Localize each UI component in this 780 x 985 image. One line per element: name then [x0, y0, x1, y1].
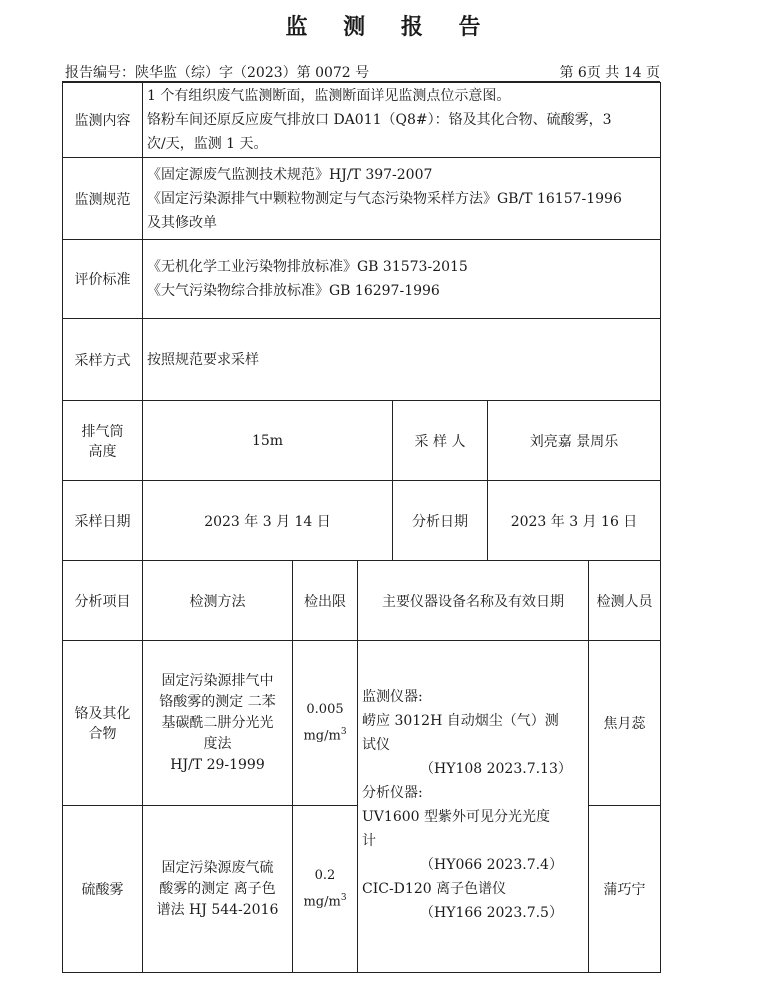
label-content: 监测内容 [63, 83, 143, 158]
analysis-method [143, 641, 293, 806]
content-line: 铬粉车间还原反应废气排放口 DA011（Q8#）：铬及其化合物、硫酸雾，3 [147, 112, 612, 128]
spec-line: 及其修改单 [147, 214, 217, 231]
instrument-line: 监测仪器: [362, 689, 423, 705]
limit-unit-text: mg/m [303, 894, 341, 910]
spec-line: 《固定污染源排气中颗粒物测定与气态污染物采样方法》GB/T 16157-1996 [147, 190, 622, 207]
instrument-line: UV1600 型紫外可见分光光度 [362, 809, 550, 825]
instrument-line: （HY166 2023.7.5） [420, 905, 563, 921]
header-person: 检测人员 [589, 561, 661, 641]
row-sampling-method [63, 319, 661, 401]
method-line: 固定污染源废气硫 [161, 859, 274, 876]
standard-line: 《大气污染物综合排放标准》GB 16297-1996 [147, 283, 440, 299]
instrument-line: （HY108 2023.7.13） [420, 761, 572, 777]
analysis-item [63, 641, 143, 806]
content-line: 次/天，监测 1 天。 [147, 136, 268, 152]
detection-limit [293, 641, 358, 806]
analyst: 焦月蕊 [589, 641, 661, 806]
analyst: 蒲巧宁 [589, 806, 661, 973]
method-line: 固定污染源排气中 [161, 672, 274, 689]
instrument-line: 崂应 3012H 自动烟尘（气）测 [362, 713, 559, 729]
method-line: 度法 [203, 735, 232, 752]
limit-unit: $mg/m^3$ [303, 892, 347, 910]
value-sampling-method: 按照规范要求采样 [143, 319, 661, 401]
instrument-line: （HY066 2023.7.4） [420, 857, 563, 873]
value-stack-height: 15m [143, 401, 393, 481]
row-content [63, 83, 661, 158]
label-sampler: 采 样 人 [393, 401, 488, 481]
spec-line: 《固定源废气监测技术规范》HJ/T 397-2007 [147, 166, 433, 183]
analysis-method [143, 806, 293, 973]
row-dates [63, 481, 661, 561]
content-line: 1 个有组织废气监测断面，监测断面详见监测点位示意图。 [147, 88, 511, 104]
label-stack-height [63, 401, 143, 481]
stack-height-label-line: 排气筒 [81, 423, 124, 440]
report-table [62, 82, 661, 973]
header-limit: 检出限 [293, 561, 358, 641]
row-analysis-chromium [63, 641, 661, 806]
row-standard [63, 240, 661, 319]
row-analysis-header [63, 561, 661, 641]
item-line: 铬及其化 [74, 706, 131, 722]
limit-value: 0.005 [306, 701, 344, 717]
instrument-line: CIC-D120 离子色谱仪 [362, 881, 507, 897]
value-analysis-date: 2023 年 3 月 16 日 [488, 481, 661, 561]
item-line: 合物 [88, 726, 117, 742]
instrument-line: 计 [362, 833, 376, 849]
method-line: HJ/T 29-1999 [170, 756, 265, 773]
instrument-line: 分析仪器: [362, 785, 423, 801]
limit-unit-text: mg/m [303, 728, 341, 744]
label-sampling-method: 采样方式 [63, 319, 143, 401]
stack-height-label-line: 高度 [88, 443, 117, 460]
limit-value: 0.2 [314, 867, 336, 883]
standard-line: 《无机化学工业污染物排放标准》GB 31573-2015 [147, 259, 468, 275]
value-sampler: 刘亮嘉 景周乐 [488, 401, 661, 481]
method-line: 酸雾的测定 离子色 [159, 880, 276, 897]
analysis-item: 硫酸雾 [63, 806, 143, 973]
value-spec [143, 158, 661, 240]
instrument-line: 试仪 [362, 737, 390, 753]
label-analysis-date: 分析日期 [393, 481, 488, 561]
method-line: 基碳酰二肼分光光 [161, 714, 274, 731]
header-item: 分析项目 [63, 561, 143, 641]
report-number: 报告编号：陕华监（综）字（2023）第 0072 号 [65, 65, 370, 81]
value-sampling-date: 2023 年 3 月 14 日 [143, 481, 393, 561]
header-method: 检测方法 [143, 561, 293, 641]
header-instrument: 主要仪器设备名称及有效日期 [358, 561, 589, 641]
value-standard [143, 240, 661, 319]
row-spec [63, 158, 661, 240]
method-line: 铬酸雾的测定 二苯 [159, 693, 276, 710]
page-info: 第 6页 共 14 页 [559, 65, 660, 81]
label-sampling-date: 采样日期 [63, 481, 143, 561]
row-height [63, 401, 661, 481]
label-standard: 评价标准 [63, 240, 143, 319]
detection-limit [293, 806, 358, 973]
method-line: 谱法 HJ 544-2016 [156, 901, 279, 918]
instruments-cell [358, 641, 589, 973]
report-title: 监 测 报 告 [285, 14, 495, 40]
value-content [143, 83, 661, 158]
label-spec: 监测规范 [63, 158, 143, 240]
limit-unit: $mg/m^3$ [303, 726, 347, 744]
